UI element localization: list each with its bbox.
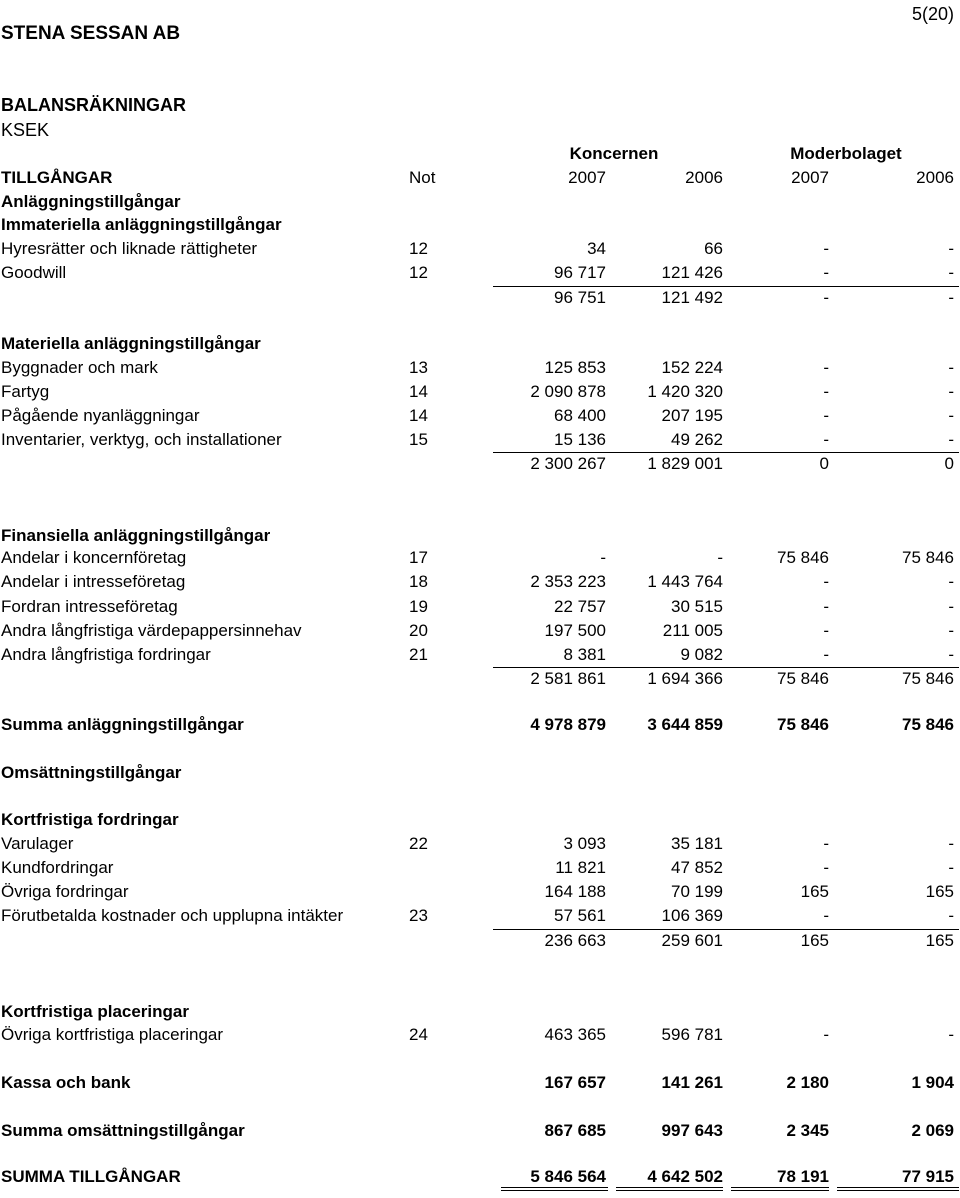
table-row (0, 571, 960, 593)
value-cell: 2 353 223 (530, 572, 606, 591)
row-label: Byggnader och mark (1, 358, 158, 377)
section-heading (0, 809, 960, 831)
row-label: Andra långfristiga fordringar (1, 645, 211, 664)
table-row (0, 1072, 960, 1094)
sum-rule (608, 929, 723, 930)
value-cell: 5 846 564 (530, 1167, 606, 1186)
value-cell: 2 069 (911, 1121, 954, 1140)
row-label: Förutbetalda kostnader och upplupna intäkter (1, 906, 344, 925)
row-label: Anläggningstillgångar (1, 192, 181, 211)
row-label: Inventarier, verktyg, och installationer (1, 430, 282, 449)
sum-rule (493, 929, 608, 930)
value-cell: 9 082 (680, 645, 723, 664)
note-ref: 12 (409, 263, 428, 282)
row-label: Fordran intresseföretag (1, 597, 178, 616)
value-cell: 2007 (791, 168, 829, 187)
table-row (0, 905, 960, 927)
value-cell: 211 005 (662, 621, 723, 640)
value-cell: 121 426 (661, 263, 723, 282)
value-cell: - (823, 239, 829, 258)
sum-rule (493, 286, 608, 287)
row-label: Andra långfristiga värdepappersinnehav (1, 621, 302, 640)
value-cell: - (948, 621, 954, 640)
note-ref: 14 (409, 382, 428, 401)
value-cell: - (948, 906, 954, 925)
value-cell: 121 492 (661, 288, 723, 307)
table-row (0, 357, 960, 379)
grand-total-double-rule (616, 1187, 723, 1191)
value-cell: 125 853 (544, 358, 606, 377)
row-label: Fartyg (1, 382, 50, 401)
value-cell: 3 644 859 (647, 715, 723, 734)
sum-rule (493, 452, 608, 453)
table-row (0, 1024, 960, 1046)
section-heading (0, 191, 960, 213)
row-label: Summa omsättningstillgångar (1, 1121, 245, 1140)
row-label: Summa anläggningstillgångar (1, 715, 244, 734)
value-cell: - (948, 382, 954, 401)
note-ref: 19 (409, 597, 428, 616)
value-cell: - (948, 597, 954, 616)
table-row (0, 287, 960, 309)
note-ref: 22 (409, 834, 428, 853)
note-ref: 13 (409, 358, 428, 377)
value-cell: 75 846 (902, 669, 954, 688)
value-cell: 68 400 (554, 406, 606, 425)
value-cell: 0 (944, 454, 954, 473)
currency-unit: KSEK (1, 120, 50, 140)
value-cell: 141 261 (661, 1073, 723, 1092)
note-ref: 23 (409, 906, 428, 925)
table-row (0, 668, 960, 690)
row-label: Omsättningstillgångar (1, 763, 182, 782)
note-ref: 15 (409, 430, 428, 449)
value-cell: 2006 (685, 168, 723, 187)
value-cell: 75 846 (777, 669, 829, 688)
value-cell: 47 852 (671, 858, 723, 877)
value-cell: 0 (819, 454, 829, 473)
value-cell: 34 (587, 239, 606, 258)
value-cell: 152 224 (661, 358, 723, 377)
value-cell: 4 978 879 (530, 715, 606, 734)
table-row (0, 238, 960, 260)
table-row (0, 429, 960, 451)
value-cell: 165 (925, 931, 954, 950)
value-cell: - (948, 834, 954, 853)
value-cell: 2 300 267 (530, 454, 606, 473)
value-cell: 1 829 001 (647, 454, 723, 473)
value-cell: 463 365 (544, 1025, 606, 1044)
value-cell: - (823, 645, 829, 664)
value-cell: 997 643 (661, 1121, 723, 1140)
table-row (0, 381, 960, 403)
value-cell: - (823, 834, 829, 853)
value-cell: 96 751 (554, 288, 606, 307)
value-cell: 106 369 (661, 906, 723, 925)
note-ref: 21 (409, 645, 428, 664)
note-ref: 14 (409, 406, 428, 425)
value-cell: - (823, 597, 829, 616)
note-ref: 17 (409, 548, 428, 567)
value-cell: 15 136 (554, 430, 606, 449)
value-cell: - (823, 358, 829, 377)
grand-total-double-rule (731, 1187, 829, 1191)
value-cell: 197 500 (544, 621, 606, 640)
value-cell: - (948, 858, 954, 877)
value-cell: - (948, 1025, 954, 1044)
sum-rule (829, 929, 959, 930)
value-cell: 2006 (916, 168, 954, 187)
table-row (0, 1120, 960, 1142)
value-cell: - (948, 572, 954, 591)
table-row (0, 833, 960, 855)
table-row (0, 596, 960, 618)
section-heading (0, 762, 960, 784)
value-cell: 49 262 (671, 430, 723, 449)
value-cell: - (948, 358, 954, 377)
sum-rule (829, 286, 959, 287)
value-cell: - (823, 263, 829, 282)
value-cell: 165 (925, 882, 954, 901)
note-ref: 24 (409, 1025, 428, 1044)
value-cell: 11 821 (555, 858, 606, 877)
sum-rule (829, 667, 959, 668)
note-ref: 20 (409, 621, 428, 640)
row-label: Hyresrätter och liknade rättigheter (1, 239, 258, 258)
table-row (0, 1166, 960, 1188)
value-cell: - (948, 406, 954, 425)
sum-rule (608, 667, 723, 668)
value-cell: 8 381 (563, 645, 606, 664)
value-cell: 22 757 (554, 597, 606, 616)
sum-rule (829, 452, 959, 453)
value-cell: - (823, 288, 829, 307)
row-label: Materiella anläggningstillgångar (1, 334, 261, 353)
report-title: BALANSRÄKNINGAR (1, 95, 186, 115)
value-cell: 164 188 (544, 882, 606, 901)
value-cell: 596 781 (661, 1025, 723, 1044)
value-cell: 1 904 (911, 1073, 954, 1092)
value-cell: 75 846 (902, 548, 954, 567)
sum-rule (608, 452, 723, 453)
row-label: Pågående nyanläggningar (1, 406, 200, 425)
value-cell: 75 846 (777, 715, 829, 734)
value-cell: 2 180 (786, 1073, 829, 1092)
value-cell: 207 195 (661, 406, 723, 425)
value-cell: - (948, 263, 954, 282)
value-cell: - (823, 430, 829, 449)
table-row (0, 930, 960, 952)
section-heading (0, 333, 960, 355)
page-number: 5(20) (911, 4, 954, 24)
value-cell: 259 601 (661, 931, 723, 950)
value-cell: - (948, 288, 954, 307)
sum-rule (723, 667, 829, 668)
section-heading (0, 1001, 960, 1023)
row-label: SUMMA TILLGÅNGAR (1, 1167, 181, 1186)
row-label: Goodwill (1, 263, 67, 282)
value-cell: - (823, 621, 829, 640)
value-cell: - (823, 406, 829, 425)
table-row (0, 453, 960, 475)
value-cell: 66 (704, 239, 723, 258)
value-cell: 165 (800, 931, 829, 950)
value-cell: 75 846 (777, 548, 829, 567)
table-row (0, 881, 960, 903)
sum-rule (723, 929, 829, 930)
table-row (0, 405, 960, 427)
section-heading (0, 525, 960, 547)
column-header-row (0, 167, 960, 189)
row-label: Andelar i koncernföretag (1, 548, 187, 567)
value-cell: 165 (800, 882, 829, 901)
value-cell: - (823, 382, 829, 401)
grand-total-double-rule (501, 1187, 608, 1191)
value-cell: - (948, 239, 954, 258)
value-cell: 236 663 (544, 931, 606, 950)
value-cell: 4 642 502 (647, 1167, 723, 1186)
value-cell: 1 443 764 (647, 572, 723, 591)
row-label: Övriga fordringar (1, 882, 129, 901)
value-cell: - (948, 430, 954, 449)
table-row (0, 857, 960, 879)
row-label: TILLGÅNGAR (1, 168, 113, 187)
value-cell: - (823, 906, 829, 925)
value-cell: - (717, 548, 723, 567)
value-cell: 96 717 (554, 263, 606, 282)
value-cell: - (823, 858, 829, 877)
value-cell: 35 181 (671, 834, 723, 853)
note-ref: Not (409, 168, 436, 187)
value-cell: 867 685 (544, 1121, 606, 1140)
table-row (0, 262, 960, 284)
row-label: Kassa och bank (1, 1073, 131, 1092)
value-cell: 1 420 320 (647, 382, 723, 401)
value-cell: 77 915 (902, 1167, 954, 1186)
section-heading (0, 214, 960, 236)
row-label: Andelar i intresseföretag (1, 572, 186, 591)
row-label: Varulager (1, 834, 74, 853)
value-cell: - (823, 1025, 829, 1044)
value-cell: - (600, 548, 606, 567)
table-row (0, 547, 960, 569)
row-label: Immateriella anläggningstillgångar (1, 215, 282, 234)
value-cell: 2007 (568, 168, 606, 187)
sum-rule (723, 286, 829, 287)
table-row (0, 644, 960, 666)
row-label: Finansiella anläggningstillgångar (1, 526, 271, 545)
row-label: Kortfristiga fordringar (1, 810, 179, 829)
value-cell: 78 191 (777, 1167, 829, 1186)
value-cell: 75 846 (902, 715, 954, 734)
row-label: Kortfristiga placeringar (1, 1002, 189, 1021)
value-cell: 70 199 (671, 882, 723, 901)
sum-rule (723, 452, 829, 453)
value-cell: 167 657 (544, 1073, 606, 1092)
value-cell: 57 561 (554, 906, 606, 925)
group-header-moderbolaget: Moderbolaget (790, 144, 902, 163)
note-ref: 18 (409, 572, 428, 591)
sum-rule (493, 667, 608, 668)
row-label: Kundfordringar (1, 858, 114, 877)
value-cell: 2 090 878 (530, 382, 606, 401)
group-header-koncernen: Koncernen (569, 144, 659, 163)
value-cell: 3 093 (563, 834, 606, 853)
value-cell: 1 694 366 (647, 669, 723, 688)
grand-total-double-rule (837, 1187, 959, 1191)
value-cell: - (823, 572, 829, 591)
value-cell: 2 345 (786, 1121, 829, 1140)
table-row (0, 714, 960, 736)
sum-rule (608, 286, 723, 287)
value-cell: 30 515 (671, 597, 723, 616)
row-label: Övriga kortfristiga placeringar (1, 1025, 224, 1044)
value-cell: - (948, 645, 954, 664)
table-row (0, 620, 960, 642)
note-ref: 12 (409, 239, 428, 258)
value-cell: 2 581 861 (530, 669, 606, 688)
company-name: STENA SESSAN AB (1, 23, 181, 44)
